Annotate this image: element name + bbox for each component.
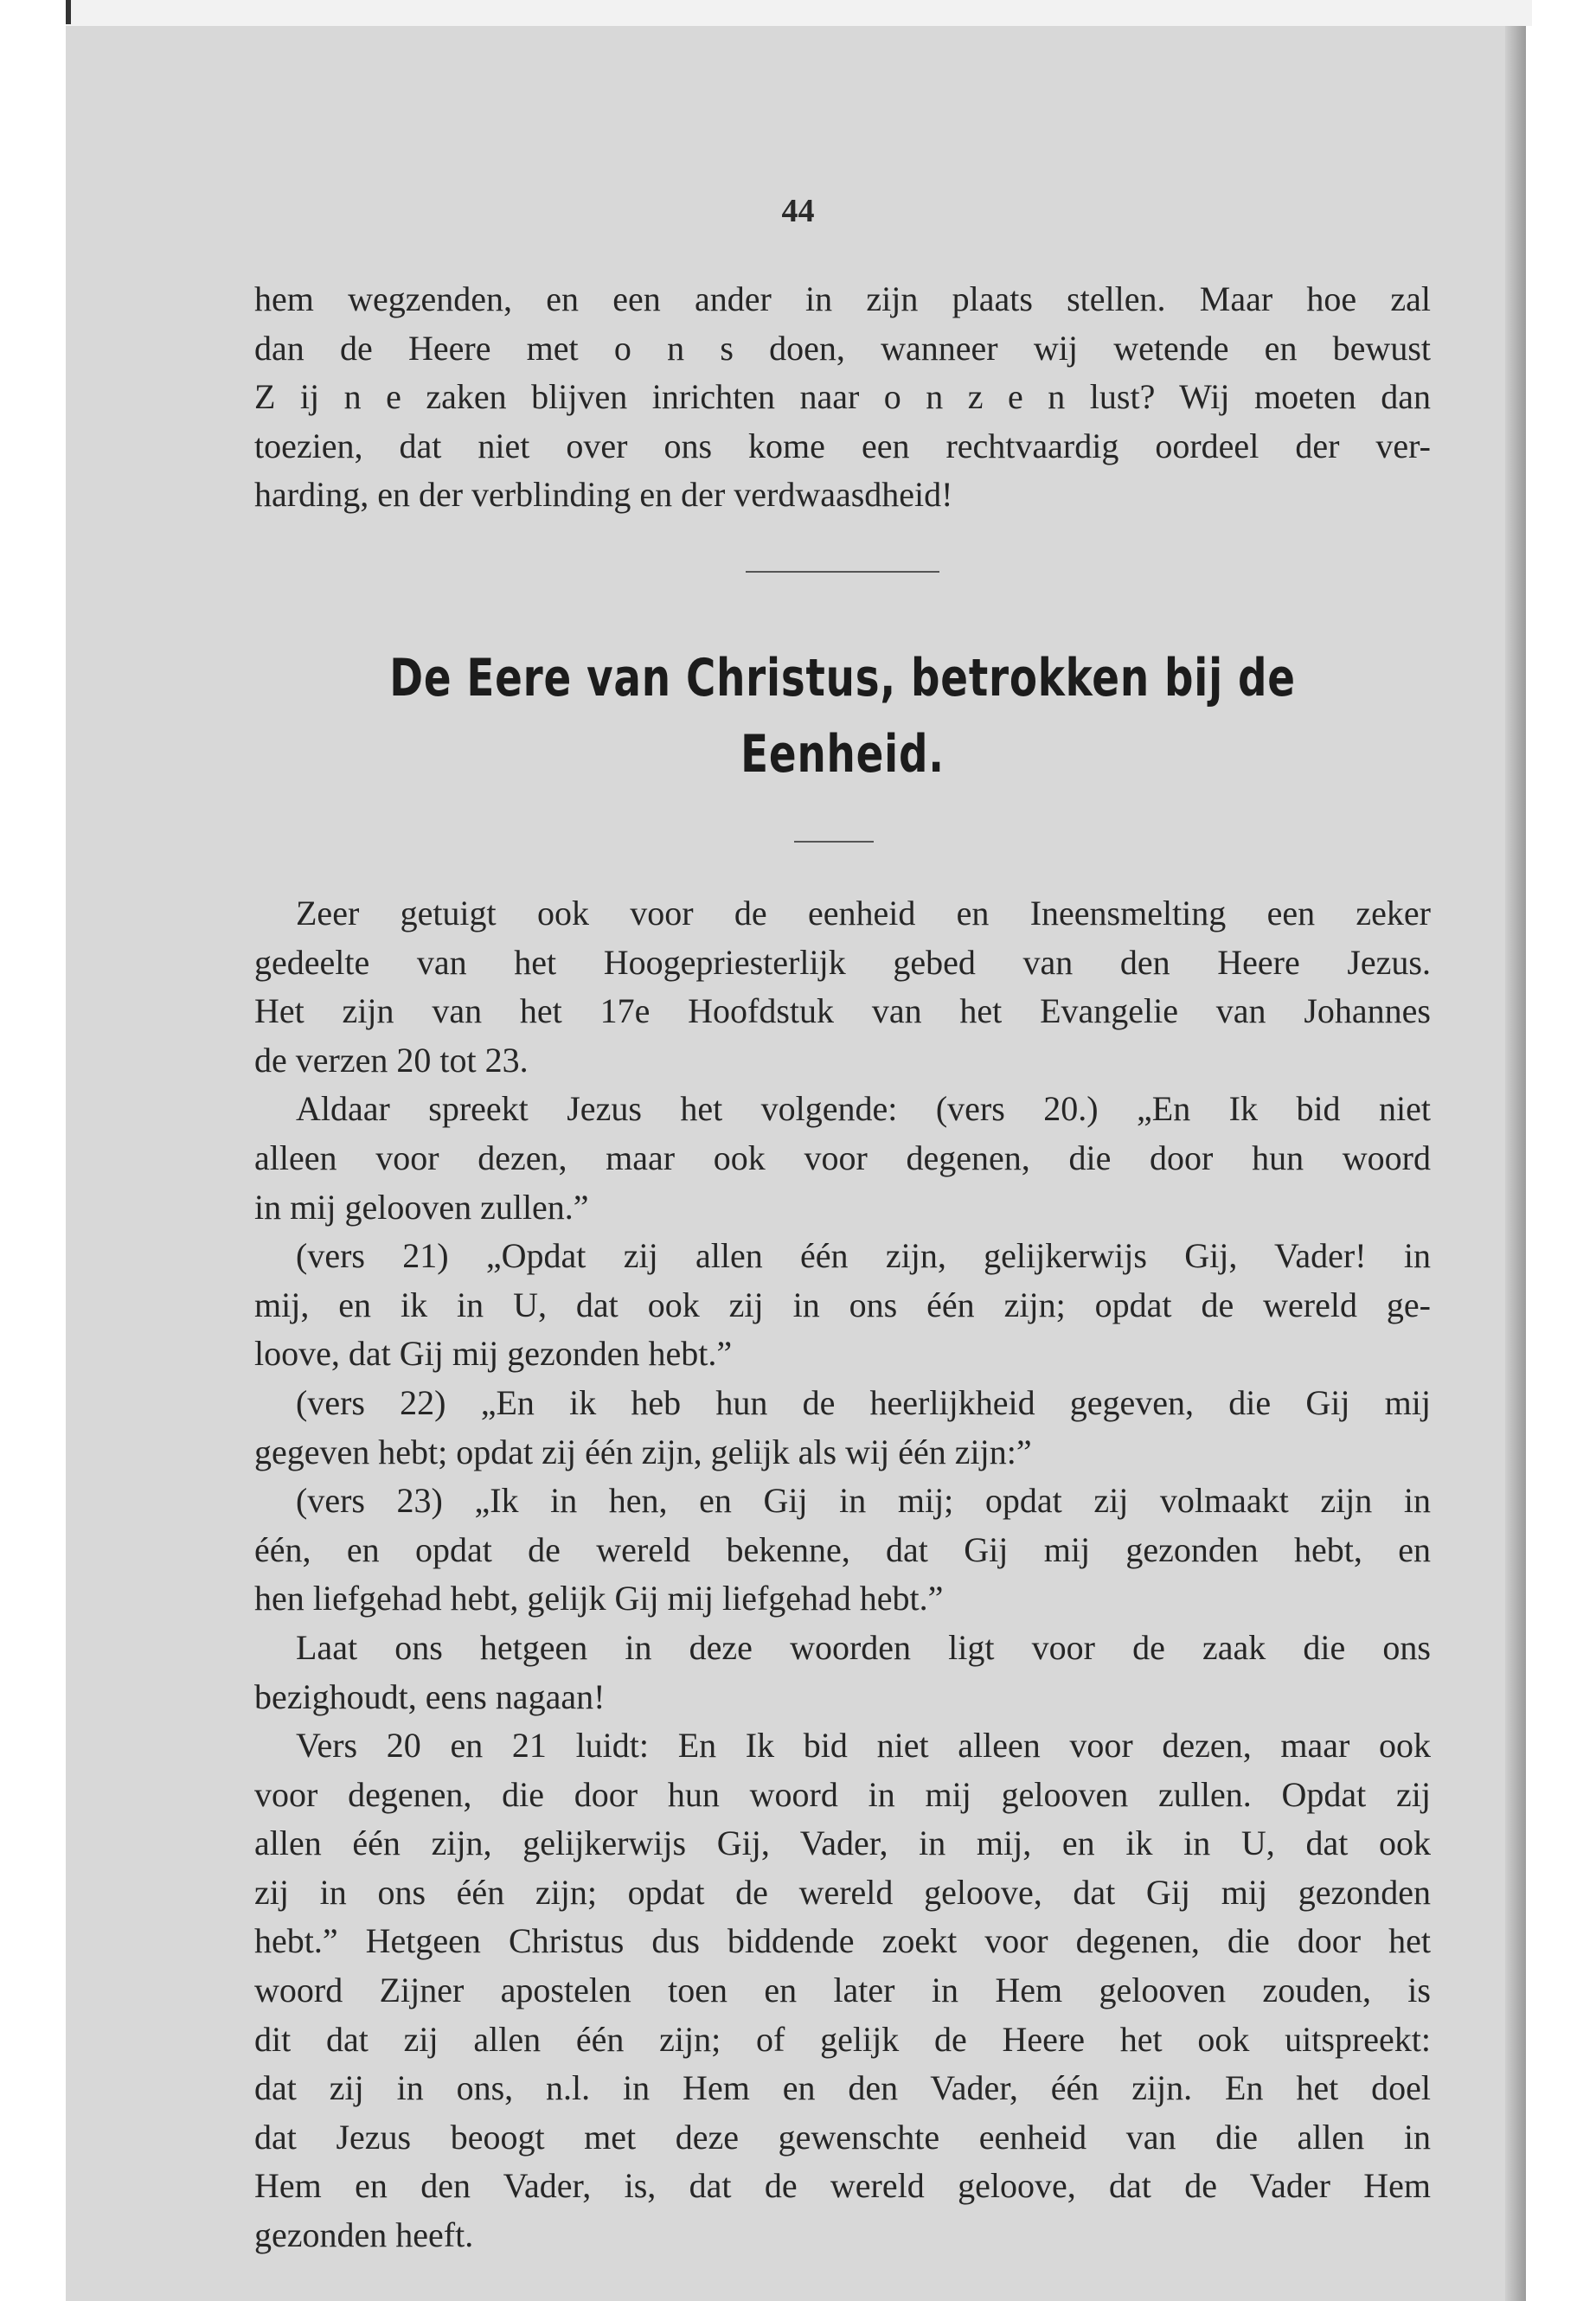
top-paragraph: [254, 275, 1431, 520]
text-line: gezonden heeft.: [254, 2215, 474, 2255]
text-line: hem wegzenden, en een ander in zijn plaats stellen. Maar hoe zal: [254, 279, 1431, 318]
text-line: harding, en der verblinding en der verdwaasdheid!: [254, 475, 953, 515]
text-line: Het zijn van het 17e Hoofdstuk van het Evangelie van Johannes: [254, 991, 1431, 1031]
text-line: hen liefgehad hebt, gelijk Gij mij liefgehad hebt.”: [254, 1579, 944, 1618]
text-line: bezighoudt, eens nagaan!: [254, 1676, 606, 1716]
section-divider-top: [746, 571, 939, 573]
scan-top-strip: [66, 0, 1532, 26]
text-line: (vers 22) „En ik heb hun de heerlijkheid gegeven, die Gij mij: [296, 1382, 1431, 1422]
text-line: Vers 20 en 21 luidt: En Ik bid niet alleen voor dezen, maar ook: [296, 1726, 1431, 1766]
text-line: gegeven hebt; opdat zij één zijn, gelijk als wij één zijn:”: [254, 1432, 1032, 1471]
text-line: in mij gelooven zullen.”: [254, 1187, 589, 1227]
text-line: (vers 21) „Opdat zij allen één zijn, gelijkerwijs Gij, Vader! in: [296, 1236, 1431, 1276]
text-line: loove, dat Gij mij gezonden hebt.”: [254, 1334, 733, 1374]
chapter-heading: [384, 640, 1302, 792]
scan-edge-mark: [66, 0, 71, 24]
heading-line-1: De Eere van Christus, betrokken bij de: [389, 648, 1296, 708]
body-text: [254, 889, 1431, 2260]
text-line: alleen voor dezen, maar ook voor degenen, die door hun woord: [254, 1138, 1431, 1177]
text-line: Zeer getuigt ook voor de eenheid en Ineensmelting een zeker: [296, 894, 1431, 933]
text-line: dit dat zij allen één zijn; of gelijk de Heere het ook uitspreekt:: [254, 2019, 1431, 2059]
heading-line-2: Eenheid.: [740, 724, 945, 785]
text-line: dat Jezus beoogt met deze gewenschte eenheid van die allen in: [254, 2117, 1431, 2157]
text-line: Z ij n e zaken blijven inrichten naar o n z e n lust? Wij moeten dan: [254, 377, 1431, 417]
text-line: woord Zijner apostelen toen en later in Hem gelooven zouden, is: [254, 1971, 1431, 2010]
page-number: 44: [781, 193, 815, 229]
text-line: toezien, dat niet over ons kome een rechtvaardig oordeel der ver-: [254, 426, 1431, 465]
text-line: (vers 23) „Ik in hen, en Gij in mij; opdat zij volmaakt zijn in: [296, 1481, 1431, 1521]
text-line: dan de Heere met o n s doen, wanneer wij wetende en bewust: [254, 328, 1431, 368]
text-line: dat zij in ons, n.l. in Hem en den Vader, één zijn. En het doel: [254, 2068, 1431, 2108]
page-spine-shadow: [1505, 26, 1526, 2301]
text-line: gedeelte van het Hoogepriesterlijk gebed van den Heere Jezus.: [254, 942, 1431, 982]
text-line: voor degenen, die door hun woord in mij gelooven zullen. Opdat zij: [254, 1774, 1431, 1814]
text-line: Laat ons hetgeen in deze woorden ligt voor de zaak die ons: [296, 1627, 1431, 1667]
section-divider-bottom: [794, 841, 874, 843]
text-line: mij, en ik in U, dat ook zij in ons één zijn; opdat de wereld ge-: [254, 1285, 1431, 1324]
text-line: één, en opdat de wereld bekenne, dat Gij mij gezonden hebt, en: [254, 1529, 1431, 1569]
text-line: allen één zijn, gelijkerwijs Gij, Vader, in mij, en ik in U, dat ook: [254, 1823, 1431, 1863]
text-line: zij in ons één zijn; opdat de wereld geloove, dat Gij mij gezonden: [254, 1872, 1431, 1912]
text-line: de verzen 20 tot 23.: [254, 1040, 529, 1080]
text-line: hebt.” Hetgeen Christus dus biddende zoekt voor degenen, die door het: [254, 1921, 1431, 1961]
text-line: Hem en den Vader, is, dat de wereld geloove, dat de Vader Hem: [254, 2166, 1431, 2206]
text-line: Aldaar spreekt Jezus het volgende: (vers 20.) „En Ik bid niet: [296, 1089, 1431, 1129]
